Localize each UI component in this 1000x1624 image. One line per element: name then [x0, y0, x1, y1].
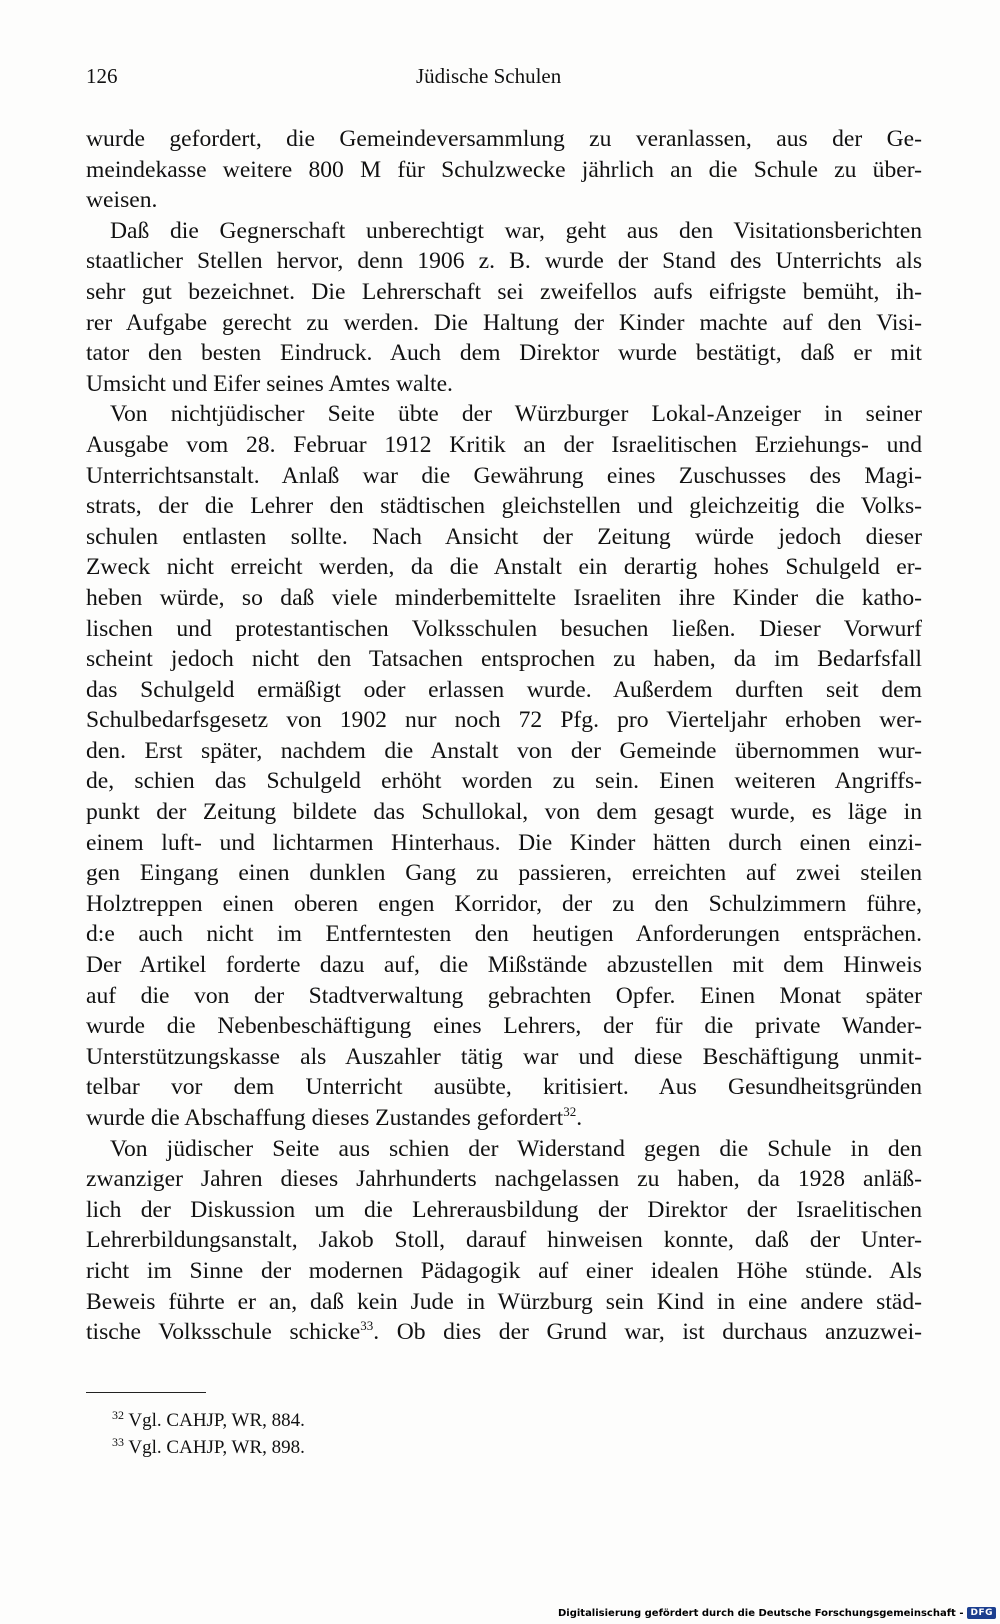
text-line: Ausgabe vom 28. Februar 1912 Kritik an der Israelitischen Erziehungs- und	[86, 431, 922, 458]
text-line: Beweis führte er an, daß kein Jude in Würzburg sein Kind in eine andere städ-	[86, 1288, 922, 1315]
page-number: 126	[86, 64, 118, 88]
text-line: richt im Sinne der modernen Pädagogik auf einer idealen Höhe stünde. Als	[86, 1257, 922, 1284]
body-text	[86, 124, 922, 1348]
text-line: den. Erst später, nachdem die Anstalt von der Gemeinde übernommen wur-	[86, 737, 922, 764]
running-title: Jüdische Schulen	[416, 64, 562, 88]
line-text: . Ob dies der Grund war, ist durchaus anzuzwei-	[373, 1319, 922, 1346]
dfg-logo: DFG	[967, 1607, 996, 1619]
text-line: weisen.	[86, 187, 158, 214]
text-line: zwanziger Jahren dieses Jahrhunderts nachgelassen zu haben, da 1928 anläß-	[86, 1166, 922, 1193]
footnote-text: Vgl. CAHJP, WR, 884.	[128, 1410, 305, 1431]
text-line: wurde die Nebenbeschäftigung eines Lehrers, der für die private Wander-	[86, 1013, 922, 1040]
text-line: Holztreppen einen oberen engen Korridor, der zu den Schulzimmern führe,	[86, 890, 922, 917]
text-line: Zweck nicht erreicht werden, da die Anstalt ein derartig hohes Schulgeld er-	[86, 554, 922, 581]
footnote-ref: 33	[360, 1318, 374, 1334]
footnote-ref: 32	[563, 1104, 577, 1119]
text-line: punkt der Zeitung bildete das Schullokal, von dem gesagt wurde, es läge in	[86, 799, 922, 826]
footnote-divider	[86, 1392, 206, 1393]
text-line: de, schien das Schulgeld erhöht worden zu sein. Einen weiteren Angriffs-	[86, 768, 922, 795]
text-line: staatlicher Stellen hervor, denn 1906 z. B. wurde der Stand des Unterrichts als	[86, 248, 922, 275]
text-line: Umsicht und Eifer seines Amtes walte.	[86, 370, 453, 397]
text-line: lich der Diskussion um die Lehrerausbildung der Direktor der Israelitischen	[86, 1196, 922, 1223]
credit-text: Digitalisierung gefördert durch die Deutsche Forschungsgemeinschaft -	[557, 1607, 964, 1619]
text-line: einem luft- und lichtarmen Hinterhaus. Die Kinder hätten durch einen einzi-	[86, 829, 922, 856]
footnotes	[112, 1407, 305, 1461]
text-line: heben würde, so daß viele minderbemittelte Israeliten ihre Kinder die katho-	[86, 584, 922, 611]
text-line: Lehrerbildungsanstalt, Jakob Stoll, darauf hinweisen konnte, daß der Unter-	[86, 1227, 922, 1254]
text-line: meindekasse weitere 800 M für Schulzwecke jährlich an die Schule zu über-	[86, 156, 922, 183]
text-line	[86, 1317, 922, 1348]
text-line: Schulbedarfsgesetz von 1902 nur noch 72 Pfg. pro Vierteljahr erhoben wer-	[86, 707, 922, 734]
footnote-33	[112, 1434, 305, 1461]
text-line: Der Artikel forderte dazu auf, die Mißstände abzustellen mit dem Hinweis	[86, 952, 922, 979]
text-line: wurde gefordert, die Gemeindeversammlung zu veranlassen, aus der Ge-	[86, 126, 922, 152]
text-line: d:e auch nicht im Entferntesten den heutigen Anforderungen entsprächen.	[86, 921, 922, 948]
footnote-32	[112, 1407, 305, 1434]
text-line: Unterrichtsanstalt. Anlaß war die Gewährung eines Zuschusses des Magi-	[86, 462, 922, 489]
text-line: tator den besten Eindruck. Auch dem Direktor wurde bestätigt, daß er mit	[86, 340, 922, 367]
text-line	[86, 1103, 922, 1134]
text-line: gen Eingang einen dunklen Gang zu passieren, erreichten auf zwei steilen	[86, 860, 922, 887]
text-line: das Schulgeld ermäßigt oder erlassen wurde. Außerdem durften seit dem	[86, 676, 922, 703]
text-line: strats, der die Lehrer den städtischen gleichstellen und gleichzeitig die Volks-	[86, 493, 922, 520]
line-text: wurde die Abschaffung dieses Zustandes gefordert	[86, 1105, 564, 1131]
text-line: sehr gut bezeichnet. Die Lehrerschaft sei zweifellos aufs eifrigste bemüht, ih-	[86, 278, 922, 305]
text-line: lischen und protestantischen Volksschulen besuchen ließen. Dieser Vorwurf	[86, 615, 922, 642]
text-line: scheint jedoch nicht den Tatsachen entsprochen zu haben, da im Bedarfsfall	[86, 646, 922, 673]
digitization-credit	[558, 1602, 1000, 1624]
footnote-number: 33	[112, 1435, 124, 1449]
text-line: telbar vor dem Unterricht ausübte, kritisiert. Aus Gesundheitsgründen	[86, 1074, 922, 1101]
text-line: Von jüdischer Seite aus schien der Widerstand gegen die Schule in den	[110, 1135, 922, 1162]
line-suffix: .	[576, 1105, 583, 1131]
text-line: rer Aufgabe gerecht zu werden. Die Haltung der Kinder machte auf den Visi-	[86, 309, 922, 336]
line-text: tische Volksschule schicke	[86, 1319, 361, 1346]
running-header	[86, 60, 924, 96]
text-line: auf die von der Stadtverwaltung gebrachten Opfer. Einen Monat später	[86, 982, 922, 1009]
text-line: Daß die Gegnerschaft unberechtigt war, geht aus den Visitationsberichten	[110, 217, 922, 244]
text-line: Unterstützungskasse als Auszahler tätig war und diese Beschäftigung unmit-	[86, 1043, 922, 1070]
text-line: schulen entlasten sollte. Nach Ansicht der Zeitung würde jedoch dieser	[86, 523, 922, 550]
text-line: Von nichtjüdischer Seite übte der Würzburger Lokal-Anzeiger in seiner	[110, 401, 922, 428]
footnote-text: Vgl. CAHJP, WR, 898.	[128, 1437, 305, 1458]
footnote-number: 32	[112, 1408, 124, 1422]
